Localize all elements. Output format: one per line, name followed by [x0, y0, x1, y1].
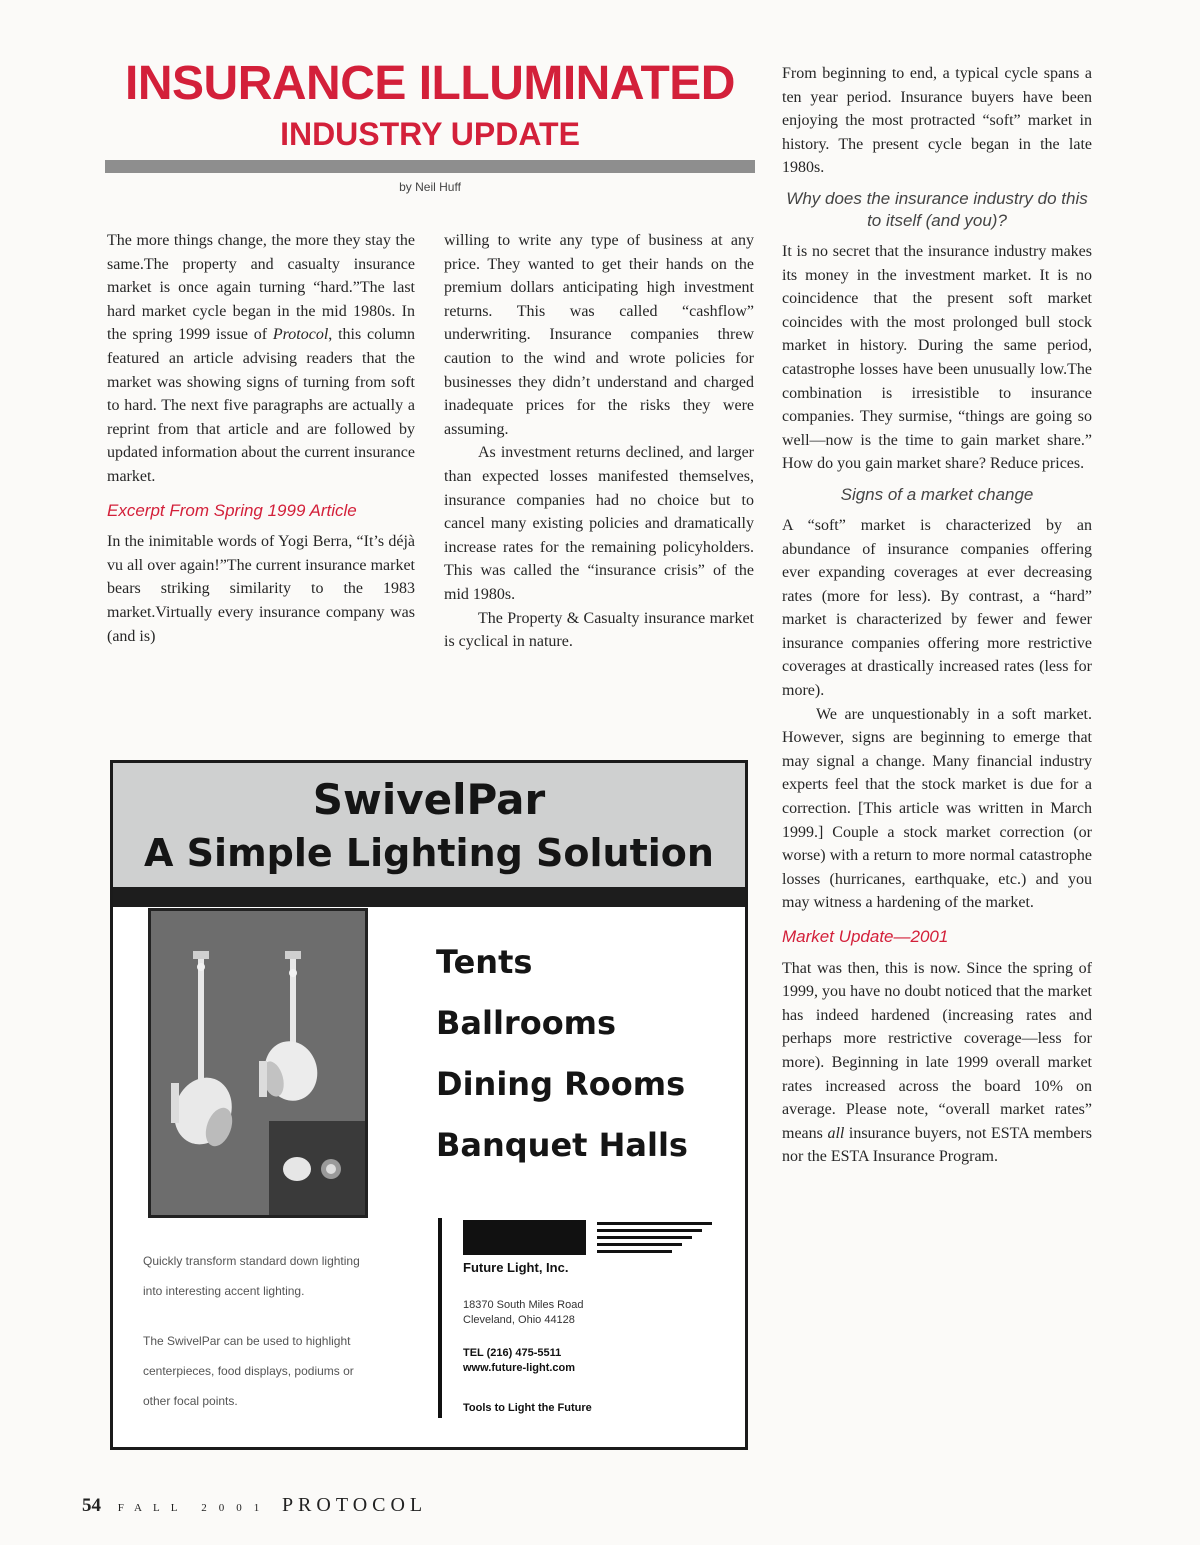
- section-heading-why: Why does the insurance industry do this to itself (and you)?: [786, 188, 1088, 230]
- footer-season: FALL: [117, 1502, 189, 1514]
- company-address-line-1: 18370 South Miles Road: [463, 1299, 584, 1311]
- ad-brand-name: SwivelPar: [312, 775, 546, 824]
- venue-dining-rooms: Dining Rooms: [436, 1065, 686, 1103]
- venue-tents: Tents: [436, 943, 533, 981]
- company-website: www.future-light.com: [463, 1362, 576, 1374]
- article-column-3: [782, 62, 1092, 1169]
- paragraph: The Property & Casualty insurance market is cyclical in nature.: [444, 609, 754, 651]
- logo-stripe: [597, 1222, 712, 1225]
- page-subtitle: INDUSTRY UPDATE: [280, 116, 580, 152]
- company-phone: TEL (216) 475-5511: [463, 1347, 562, 1359]
- header-divider-bar: [105, 160, 755, 173]
- paragraph: We are unquestionably in a soft market. However, signs are beginning to emerge that may signal a change. Many financial industry experts feel that the stock market is due for a correction. [This article was written in March 1999.] Couple a stock market correction (or worse) with a return to more normal catastrophe losses (hurricanes, earthquake, etc.) and you may witness a hardening of the market.: [782, 705, 1092, 912]
- ad-dark-band: [113, 887, 745, 907]
- paragraph: The more things change, the more they stay the same.The property and casualty insurance market is once again turning “hard.”The last hard market cycle began in the mid 1980s. In the spring 1999 issue of Protocol, this column featured an article advising readers that the market was showing signs of turning from soft to hard. The next five paragraphs are actually a reprint from that article and are followed by updated information about the current insurance market.: [107, 232, 416, 485]
- page-number: 54: [82, 1495, 101, 1516]
- magazine-name-italic: Protocol: [272, 326, 329, 344]
- logo-stripe: [597, 1250, 672, 1253]
- paragraph: From beginning to end, a typical cycle spans a ten year period. Insurance buyers have been enjoying the most protracted “soft” market in history. The present cycle began in the late 1980s.: [782, 65, 1092, 177]
- section-heading-market-update: Market Update—2001: [782, 927, 949, 946]
- logo-stripe: [597, 1229, 702, 1232]
- page-title: INSURANCE ILLUMINATED: [125, 57, 735, 110]
- ad-vertical-rule: [438, 1218, 442, 1418]
- paragraph: willing to write any type of business at any price. They wanted to get their hands on the premium dollars anticipating high investment returns. This was called “cashflow” underwriting. Insurance companies threw caution to the wind and wrote policies for businesses they didn’t understand and charged inadequate prices for the risks they were assuming.: [444, 232, 754, 438]
- footer-magazine-name: PROTOCOL: [281, 1494, 428, 1516]
- paragraph: That was then, this is now. Since the spring of 1999, you have no doubt noticed that the market has indeed hardened (increasing rates and perhaps more restrictive coverage—less for more). Beginning in late 1999 overall market rates increased across the board 10% on average. Please note, “overall market rates” means all insurance buyers, not ESTA members nor the ESTA Insurance Program.: [782, 959, 1093, 1166]
- ad-caption-1: Quickly transform standard down lighting into interesting accent lighting.: [143, 1254, 360, 1298]
- venue-banquet-halls: Banquet Halls: [436, 1126, 688, 1164]
- article-column-2: [444, 229, 754, 654]
- page-footer: [82, 1494, 427, 1517]
- ad-tagline: A Simple Lighting Solution: [144, 831, 714, 875]
- future-light-logo: [463, 1220, 586, 1255]
- product-photo: [148, 908, 368, 1218]
- ad-caption-2: The SwivelPar can be used to highlight centerpieces, food displays, podiums or other focal points.: [143, 1334, 354, 1408]
- paragraph: A “soft” market is characterized by an abundance of insurance companies offering ever expanding coverages at ever decreasing rates (more for less). By contrast, a “hard” market is characterized by fewer and fewer insurance companies offering more restrictive coverages at drastically increased rates (less for more).: [782, 516, 1092, 700]
- company-slogan: Tools to Light the Future: [463, 1402, 592, 1414]
- footer-year: 2001: [201, 1502, 272, 1514]
- section-heading-signs: Signs of a market change: [840, 484, 1034, 504]
- logo-stripe: [597, 1243, 682, 1246]
- company-address-line-2: Cleveland, Ohio 44128: [463, 1314, 575, 1326]
- paragraph: As investment returns declined, and larger than expected losses manifested themselves, insurance companies had no choice but to cancel many existing policies and dramatically increase rates for the remaining policyholders. This was called the “insurance crisis” of the mid 1980s.: [444, 444, 754, 603]
- article-column-1: [107, 229, 415, 648]
- paragraph: In the inimitable words of Yogi Berra, “It’s déjà vu all over again!”The current insurance market bears striking similarity to the 1983 market.Virtually every insurance company was (and is): [107, 533, 415, 645]
- swivelpar-fixture-image: [151, 911, 365, 1215]
- logo-stripe: [597, 1236, 692, 1239]
- byline: by Neil Huff: [399, 180, 461, 194]
- swivelpar-advertisement: [110, 760, 748, 1450]
- venue-ballrooms: Ballrooms: [436, 1004, 617, 1042]
- paragraph: It is no secret that the insurance industry makes its money in the investment market. It is no coincidence that the present soft market coincides with the most prolonged bull stock market in history. During the same period, catastrophe losses have been unusually low.The combination is irresistible to insurance companies. They surmise, “things are going so well—now is the time to gain market share.” How do you gain market share? Reduce prices.: [782, 242, 1092, 473]
- section-heading-excerpt: Excerpt From Spring 1999 Article: [107, 500, 357, 520]
- company-name: Future Light, Inc.: [463, 1260, 569, 1275]
